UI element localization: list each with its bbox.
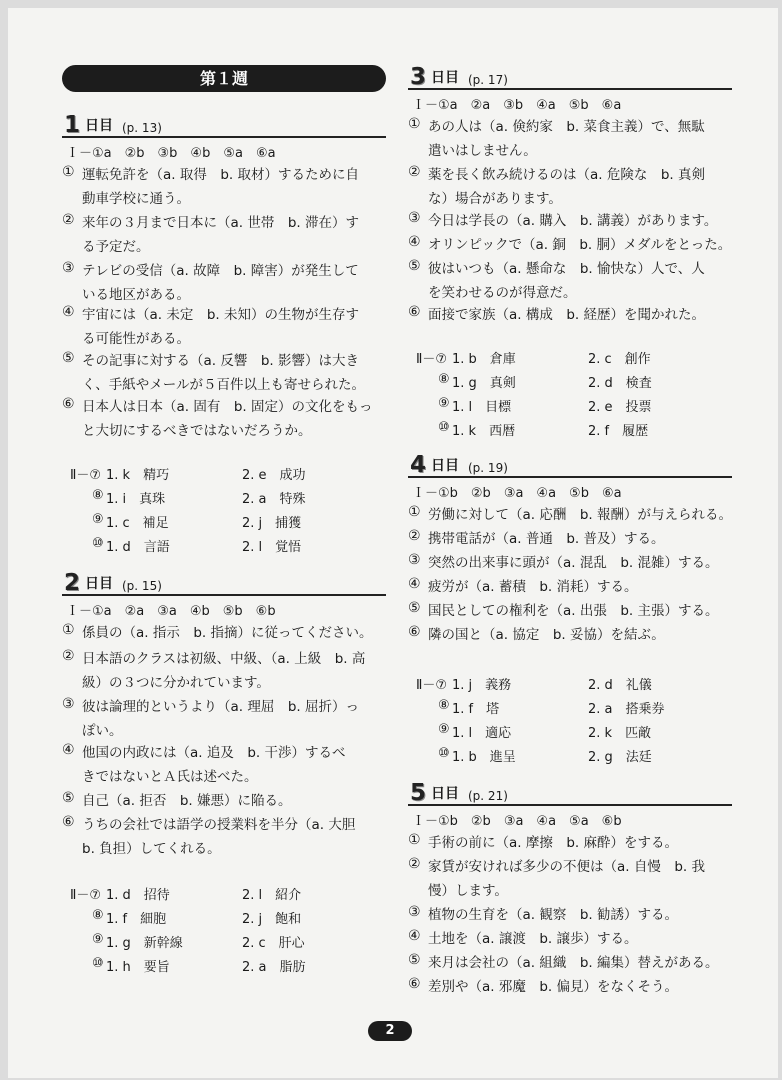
section-1-answers: Ｉ－①a ②b ③b ④b ⑤a ⑥a [66,146,276,161]
answer-2: 2. f 履歴 [588,424,649,439]
question-line: その記事に対する（a. 反響 b. 影響）は大き [82,353,360,369]
answer-2: 2. l 覚悟 [242,540,302,555]
question-line: 自己（a. 拒否 b. 嫌悪）に陥る。 [82,793,292,809]
question-line: 携帯電話が（a. 普通 b. 普及）する。 [428,531,665,547]
vocab-row-number: ⑧ [92,488,104,503]
page-reference: (p. 17) [468,73,508,87]
answer-2: 2. d 検査 [588,376,652,391]
question-line: 彼はいつも（a. 懸命な b. 愉快な）人で、人 [428,261,705,277]
answer-2: 2. a 特殊 [242,492,306,507]
page-reference: (p. 15) [122,579,162,593]
answer-2: 2. g 法廷 [588,750,652,765]
answer-2: 2. j 飽和 [242,912,302,927]
question-line: 労働に対して（a. 応酬 b. 報酬）が与えられる。 [428,507,733,523]
question-line: 動車学校に通う。 [82,191,190,207]
question-number: ① [62,622,75,638]
question-number: ② [408,856,421,872]
vocab-row-number: ⑨ [92,512,104,527]
day-label: 日目 [431,786,459,802]
question-line: 日本語のクラスは初級、中級、（a. 上級 b. 高 [82,651,366,667]
question-line: オリンピックで（a. 銅 b. 胴）メダルをとった。 [428,237,732,253]
week-title: 第１週 [62,65,386,92]
question-line: うちの会社では語学の授業料を半分（a. 大胆 [82,817,356,833]
question-number: ③ [408,904,421,920]
question-line: 彼は論理的というより（a. 理屈 b. 屈折）っ [82,699,360,715]
question-number: ⑥ [62,396,75,412]
question-line: 隣の国と（a. 協定 b. 妥協）を結ぶ。 [428,627,665,643]
day-number: 4 [410,452,427,478]
vocab-row-number: ⑨ [92,932,104,947]
question-line: と大切にするべきではないだろうか。 [82,423,312,439]
question-number: ④ [62,742,75,758]
answer-2: 2. c 創作 [588,352,651,367]
question-number: ④ [62,304,75,320]
page-reference: (p. 19) [468,461,508,475]
answer-1: 1. h 要旨 [106,960,170,975]
vocab-row-number: ⑩ [438,420,450,435]
question-number: ③ [62,696,75,712]
question-line: 疲労が（a. 蓄積 b. 消耗）する。 [428,579,638,595]
question-line: 差別や（a. 邪魔 b. 偏見）をなくそう。 [428,979,679,995]
question-number: ② [62,212,75,228]
answer-2: 2. l 紹介 [242,888,302,903]
question-number: ② [408,528,421,544]
vocab-row-number: ⑧ [438,698,450,713]
question-line: 遣いはしません。 [428,143,537,159]
vocab-row-number: Ⅱ－⑦ [70,888,102,903]
answer-1: 1. i 真珠 [106,492,166,507]
question-number: ⑥ [408,976,421,992]
vocab-row-number: ⑨ [438,396,450,411]
day-label: 日目 [431,70,459,86]
question-line: 薬を長く飲み続けるのは（a. 危険な b. 真剣 [428,167,706,183]
answer-1: 1. f 細胞 [106,912,167,927]
vocab-row-number: ⑩ [438,746,450,761]
question-line: 家賃が安ければ多少の不便は（a. 自慢 b. 我 [428,859,706,875]
question-number: ③ [408,210,421,226]
vocab-row-number: Ⅱ－⑦ [416,352,448,367]
question-number: ② [408,164,421,180]
vocab-row-number: ⑩ [92,956,104,971]
question-line: きではないとＡ氏は述べた。 [82,769,258,785]
question-number: ⑥ [408,304,421,320]
day-number: 3 [410,64,427,90]
answer-1: 1. d 言語 [106,540,170,555]
answer-2: 2. j 捕獲 [242,516,302,531]
question-line: 土地を（a. 譲渡 b. 譲歩）する。 [428,931,638,947]
day-1-heading [62,112,386,138]
question-line: 級）の３つに分かれています。 [82,675,270,691]
answer-1: 1. c 補足 [106,516,169,531]
day-number: 2 [64,570,81,596]
question-line: 面接で家族（a. 構成 b. 経歴）を聞かれた。 [428,307,706,323]
section-1-answers: Ｉ－①b ②b ③a ④a ⑤a ⑥b [412,814,622,829]
section-1-answers: Ｉ－①b ②b ③a ④a ⑤b ⑥a [412,486,622,501]
question-number: ② [62,648,75,664]
question-line: 来年の３月まで日本に（a. 世帯 b. 滞在）す [82,215,360,231]
question-line: る可能性がある。 [82,331,190,347]
answer-2: 2. a 脂肪 [242,960,306,975]
vocab-row-number: Ⅱ－⑦ [416,678,448,693]
day-label: 日目 [85,118,113,134]
vocab-row-number: ⑧ [438,372,450,387]
answer-key-page [8,8,778,1078]
answer-1: 1. j 義務 [452,678,512,693]
day-label: 日目 [85,576,113,592]
question-number: ④ [408,576,421,592]
answer-2: 2. e 投票 [588,400,652,415]
vocab-row-number: ⑩ [92,536,104,551]
question-number: ① [62,164,75,180]
answer-2: 2. k 匹敵 [588,726,652,741]
page-number: 2 [368,1021,412,1041]
question-line: b. 負担）してくれる。 [82,841,221,857]
question-number: ⑤ [408,600,421,616]
question-number: ① [408,116,421,132]
answer-1: 1. l 目標 [452,400,512,415]
day-number: 1 [64,112,81,138]
day-3-heading [408,64,732,90]
question-number: ⑥ [62,814,75,830]
page-reference: (p. 13) [122,121,162,135]
question-number: ④ [408,234,421,250]
question-line: く、手紙やメールが５百件以上も寄せられた。 [82,377,365,393]
question-line: 植物の生育を（a. 観察 b. 勧誘）する。 [428,907,679,923]
day-4-heading [408,452,732,478]
vocab-row-number: ⑨ [438,722,450,737]
day-label: 日目 [431,458,459,474]
question-line: る予定だ。 [82,239,150,255]
question-line: 日本人は日本（a. 固有 b. 固定）の文化をもっ [82,399,373,415]
answer-2: 2. a 搭乗券 [588,702,665,717]
question-line: 宇宙には（a. 未定 b. 未知）の生物が生存す [82,307,360,323]
question-line: 慢）します。 [428,883,508,899]
answer-1: 1. k 精巧 [106,468,170,483]
question-line: を笑わせるのが得意だ。 [428,285,577,301]
question-line: 他国の内政には（a. 追及 b. 干渉）するべ [82,745,346,761]
day-2-heading [62,570,386,596]
question-line: 今日は学長の（a. 購入 b. 講義）があります。 [428,213,718,229]
question-number: ⑥ [408,624,421,640]
answer-1: 1. g 新幹線 [106,936,183,951]
page-reference: (p. 21) [468,789,508,803]
answer-1: 1. f 塔 [452,702,500,717]
section-1-answers: Ｉ－①a ②a ③b ④a ⑤b ⑥a [412,98,622,113]
answer-1: 1. k 西暦 [452,424,516,439]
question-number: ⑤ [408,952,421,968]
question-number: ① [408,504,421,520]
question-number: ① [408,832,421,848]
question-number: ⑤ [62,350,75,366]
question-number: ④ [408,928,421,944]
answer-1: 1. l 適応 [452,726,512,741]
answer-1: 1. g 真剣 [452,376,516,391]
question-line: いる地区がある。 [82,287,190,303]
day-5-heading [408,780,732,806]
answer-2: 2. d 礼儀 [588,678,652,693]
question-number: ③ [408,552,421,568]
question-number: ③ [62,260,75,276]
answer-1: 1. d 招待 [106,888,170,903]
answer-2: 2. e 成功 [242,468,306,483]
question-line: 運転免許を（a. 取得 b. 取材）するために自 [82,167,360,183]
question-line: 国民としての権利を（a. 出張 b. 主張）する。 [428,603,719,619]
section-1-answers: Ｉ－①a ②a ③a ④b ⑤b ⑥b [66,604,276,619]
answer-2: 2. c 肝心 [242,936,305,951]
question-number: ⑤ [408,258,421,274]
question-line: 突然の出来事に頭が（a. 混乱 b. 混雑）する。 [428,555,719,571]
answer-1: 1. b 倉庫 [452,352,516,367]
question-line: あの人は（a. 倹約家 b. 菜食主義）で、無駄 [428,119,705,135]
question-line: な）場合があります。 [428,191,562,207]
question-line: 来月は会社の（a. 組織 b. 編集）替えがある。 [428,955,719,971]
question-line: ぽい。 [82,723,123,739]
answer-1: 1. b 進呈 [452,750,516,765]
question-line: 係員の（a. 指示 b. 指摘）に従ってください。 [82,625,373,641]
question-line: テレビの受信（a. 故障 b. 障害）が発生して [82,263,359,279]
vocab-row-number: ⑧ [92,908,104,923]
day-number: 5 [410,780,427,806]
vocab-row-number: Ⅱ－⑦ [70,468,102,483]
question-line: 手術の前に（a. 摩擦 b. 麻酔）をする。 [428,835,679,851]
question-number: ⑤ [62,790,75,806]
